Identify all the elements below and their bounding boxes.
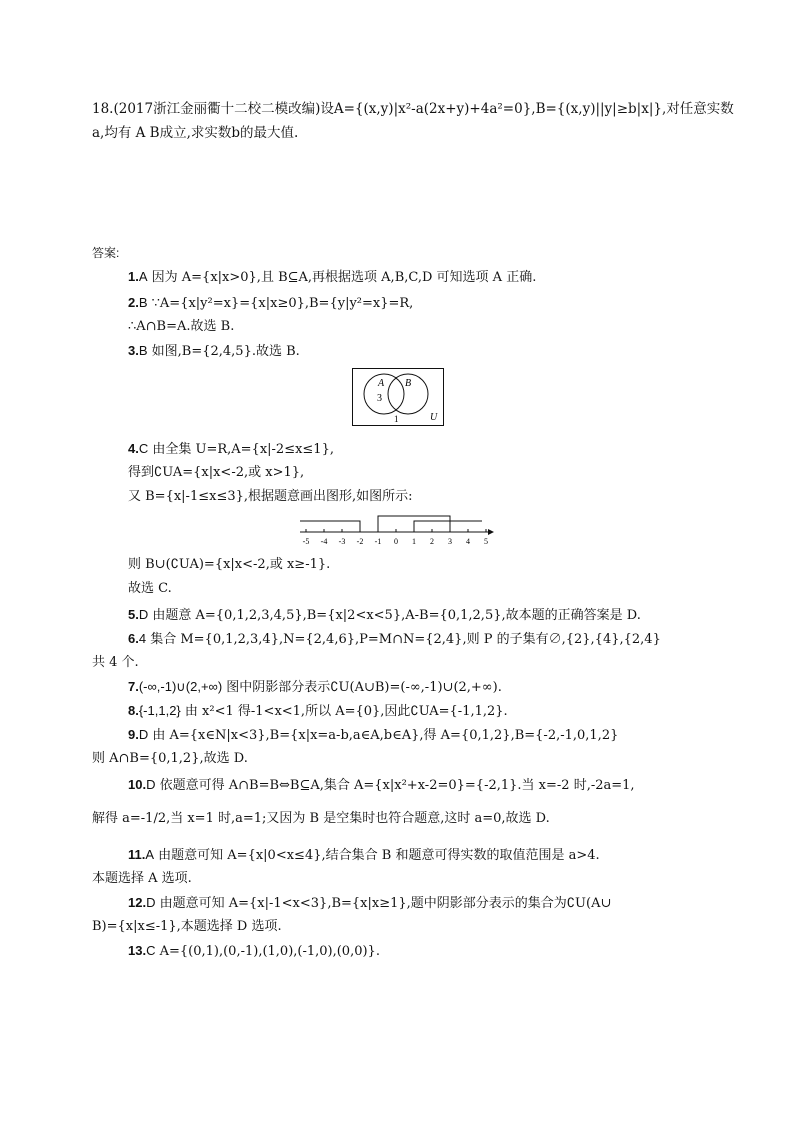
tick-label: -5 (302, 537, 310, 546)
venn-num-b: 1 (394, 414, 399, 424)
tick-label: 3 (448, 537, 452, 546)
venn-label-a: A (378, 378, 385, 389)
answer-line: 13.C A={(0,1),(0,-1),(1,0),(-1,0),(0,0)}. (128, 943, 380, 959)
tick-label: -3 (338, 537, 346, 546)
answer-line: 2.B ∵A={x|y²=x}={x|x≥0},B={y|y²=x}=R, (128, 295, 414, 311)
answer-line: 解得 a=-1/2,当 x=1 时,a=1;又因为 B 是空集时也符合题意,这时 a=0,故选 D. (92, 811, 550, 826)
answer-line: 7.(-∞,-1)∪(2,+∞) 图中阴影部分表示∁U(A∪B)=(-∞,-1)∪(2,+∞). (128, 679, 502, 695)
answer-line: 1.A 因为 A={x|x>0},且 B⊆A,再根据选项 A,B,C,D 可知选项 A 正确. (128, 269, 537, 285)
answer-line: 3.B 如图,B={2,4,5}.故选 B. (128, 343, 300, 359)
answer-line: 10.D 依题意可得 A∩B=B⇔B⊆A,集合 A={x|x²+x-2=0}={-2,1}.当 x=-2 时,-2a=1, (128, 777, 635, 793)
tick-label: 2 (430, 537, 434, 546)
answers-label: 答案: (92, 246, 120, 260)
tick-label: 0 (394, 537, 398, 546)
tick-label: -4 (320, 537, 328, 546)
number-line-diagram (296, 512, 494, 548)
answer-line: 共 4 个. (92, 655, 139, 670)
answer-line: ∴A∩B=A.故选 B. (128, 319, 235, 334)
tick-label: -2 (356, 537, 364, 546)
venn-label-b: B (405, 378, 412, 389)
question-18-line-1: 18.(2017浙江金丽衢十二校二模改编)设A={(x,y)|x²-a(2x+y)+4a²=0},B={(x,y)||y|≥b|x|},对任意实数 (92, 101, 734, 117)
answer-line: 本题选择 A 选项. (92, 871, 192, 886)
answer-line: 6.4 集合 M={0,1,2,3,4},N={2,4,6},P=M∩N={2,4},则 P 的子集有∅,{2},{4},{2,4} (128, 631, 661, 647)
number-line-arrow (488, 529, 494, 535)
answer-line: 故选 C. (128, 581, 172, 596)
question-18-line-2: a,均有 A B成立,求实数b的最大值. (92, 125, 299, 141)
answer-line: 12.D 由题意可知 A={x|-1<x<3},B={x|x≥1},题中阴影部分表示的集合为∁U(A∪ (128, 895, 612, 911)
answer-line: 8.{-1,1,2} 由 x²<1 得-1<x<1,所以 A={0},因此∁UA={-1,1,2}. (128, 703, 508, 719)
answer-line: 则 B∪(∁UA)={x|x<-2,或 x≥-1}. (128, 557, 331, 572)
tick-label: 4 (466, 537, 470, 546)
venn-num-a: 3 (377, 393, 382, 404)
answer-line: 11.A 由题意可知 A={x|0<x≤4},结合集合 B 和题意可得实数的取值范围是 a>4. (128, 847, 600, 863)
answer-line: B)={x|x≤-1},本题选择 D 选项. (92, 919, 282, 934)
answer-line: 4.C 由全集 U=R,A={x|-2≤x≤1}, (128, 441, 334, 457)
answer-line: 则 A∩B={0,1,2},故选 D. (92, 751, 248, 766)
venn-label-u: U (430, 412, 438, 423)
tick-label: 1 (412, 537, 416, 546)
answer-line: 得到∁UA={x|x<-2,或 x>1}, (128, 465, 305, 480)
answer-line: 又 B={x|-1≤x≤3},根据题意画出图形,如图所示: (128, 489, 413, 504)
tick-label: -1 (374, 537, 382, 546)
venn-diagram (352, 368, 444, 426)
answer-line: 5.D 由题意 A={0,1,2,3,4,5},B={x|2<x<5},A-B={0,1,2,5},故本题的正确答案是 D. (128, 607, 641, 623)
tick-label: 5 (484, 537, 488, 546)
answer-line: 9.D 由 A={x∈N|x<3},B={x|x=a-b,a∈A,b∈A},得 A={0,1,2},B={-2,-1,0,1,2} (128, 727, 619, 743)
